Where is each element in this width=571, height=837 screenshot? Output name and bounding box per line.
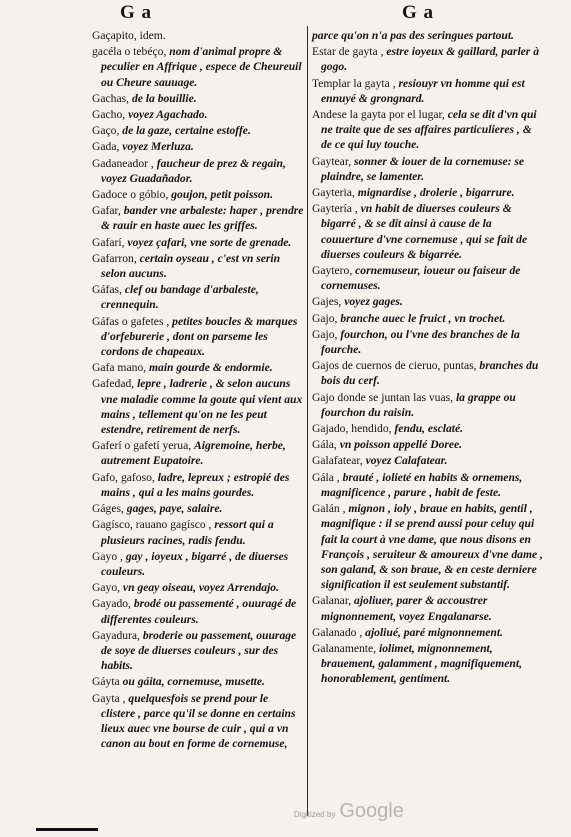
dictionary-entry: [92, 28, 304, 43]
dictionary-entry: [92, 438, 304, 468]
entry-headword: Galanado ,: [312, 625, 363, 639]
dictionary-entry: [92, 360, 304, 375]
entry-definition: parce qu'on n'a pas des seringues partout.: [312, 29, 514, 42]
left-column: [92, 28, 304, 752]
entry-definition: certain oyseau , c'est vn serin selon aucuns.: [101, 251, 281, 281]
entry-headword: Gadaneador ,: [92, 156, 154, 170]
dictionary-entry: [312, 263, 544, 293]
entry-headword: Gajo,: [312, 311, 338, 325]
entry-headword: Gaytero,: [312, 264, 353, 278]
dictionary-entry: [92, 501, 304, 516]
dictionary-entry: [312, 28, 544, 43]
dictionary-entry: [312, 76, 544, 106]
dictionary-entry: [92, 580, 304, 595]
right-column: [312, 28, 544, 688]
entry-definition: lepre , ladrerie , & selon aucuns vne maladie comme la goute qui vient aux mains , tellement qu'on ne les peut estendre, retirement de nerfs.: [101, 377, 303, 437]
dictionary-entry: [92, 156, 304, 186]
entry-definition: la grappe ou fourchon du raisin.: [321, 390, 516, 419]
dictionary-entry: [312, 358, 544, 388]
entry-headword: gacéla o tebéço,: [92, 45, 167, 59]
entry-definition: voyez gages.: [344, 295, 403, 309]
entry-definition: fourchon, ou l'vne des branches de la fourche.: [321, 327, 520, 357]
entry-definition: de la gaze, certaine estoffe.: [122, 124, 251, 138]
entry-definition: gages, paye, salaire.: [126, 502, 223, 516]
entry-headword: Gayo ,: [92, 549, 123, 563]
dictionary-entry: [92, 674, 304, 689]
entry-headword: Gaytería ,: [312, 202, 358, 216]
entry-headword: Gadoce o góbio,: [92, 188, 169, 202]
dictionary-entry: [312, 107, 544, 153]
dictionary-entry: [312, 311, 544, 326]
dictionary-entry: [92, 251, 304, 281]
entry-definition: vn poisson appellé Doree.: [339, 438, 463, 452]
dictionary-entry: [312, 421, 544, 436]
dictionary-entry: [312, 625, 544, 640]
entry-headword: Gayado,: [92, 597, 131, 611]
entry-definition: voyez Calafatear.: [365, 454, 448, 468]
dictionary-entry: [312, 154, 544, 184]
entry-definition: brodé ou passementé , ouuragé de differentes couleurs.: [101, 597, 297, 626]
dictionary-entry: [312, 453, 544, 468]
entry-definition: branche auec le fruict , vn trochet.: [340, 311, 506, 325]
entry-definition: vn habit de diuerses couleurs & bigarré , & se dit ainsi à cause de la couuerture d'vne cornemuse , qui se fait de diuerses couleurs & bigarrée.: [321, 202, 528, 261]
dictionary-entry: [92, 107, 304, 122]
entry-headword: Gaytear,: [312, 154, 352, 168]
entry-definition: main gourde & endormie.: [149, 361, 273, 375]
entry-headword: Gáfas,: [92, 283, 122, 297]
entry-headword: Gajes,: [312, 295, 342, 309]
entry-headword: Gayta ,: [92, 691, 126, 705]
dictionary-entry: [92, 139, 304, 154]
entry-definition: nom d'animal propre & peculier en Affrique , espece de Cheureuil ou Cheure sauuage.: [101, 45, 302, 89]
dictionary-entry: [312, 390, 544, 420]
entry-definition: voyez Agachado.: [128, 108, 208, 122]
entry-headword: Gáyta: [92, 675, 120, 689]
dictionary-entry: [92, 187, 304, 202]
entry-headword: Galanamente,: [312, 641, 377, 655]
entry-definition: mignardise , drolerie , bigarrure.: [357, 186, 515, 200]
entry-headword: Gafa mano,: [92, 361, 147, 375]
entry-headword: Gayadura,: [92, 628, 140, 642]
entry-headword: Gála ,: [312, 470, 340, 484]
entry-headword: Gaferí o gafetí yerua,: [92, 439, 192, 453]
watermark-prefix: Digitized by: [294, 810, 336, 819]
entry-definition: mignon , ioly , braue en habits, gentil , magnifique : il se prend aussi pour celuy qui fait la court à vne dame, que nous disons en François , seruiteur & amoureux d'vne dame , son galand, & son braue, & en ceste derniere signification il est seulement substantif.: [321, 502, 543, 592]
digitized-watermark: [294, 800, 404, 823]
dictionary-entry: [312, 185, 544, 200]
entry-definition: broderie ou passement, ouurage de soye de diuerses couleurs , sur des habits.: [101, 628, 297, 673]
entry-definition: vn geay oiseau, voyez Arrendajo.: [122, 581, 279, 595]
entry-headword: Templar la gayta ,: [312, 76, 396, 90]
entry-headword: Gafarron,: [92, 251, 137, 265]
dictionary-entry: [92, 549, 304, 579]
entry-headword: Gada,: [92, 140, 120, 154]
dictionary-entry: [312, 593, 544, 623]
entry-headword: Gajo donde se juntan las vuas,: [312, 390, 454, 404]
entry-headword: Gajos de cuernos de cieruo, puntas,: [312, 359, 477, 373]
entry-headword: Gaçapito, idem.: [92, 29, 166, 42]
column-divider: [307, 26, 308, 816]
entry-definition: voyez çafari, vne sorte de grenade.: [127, 235, 292, 249]
entry-definition: bander vne arbaleste: haper , prendre & rauir en haste auec les griffes.: [101, 204, 304, 233]
entry-headword: Gafo, gafoso,: [92, 470, 155, 484]
entry-headword: Gáfas o gafetes ,: [92, 314, 170, 328]
page-corner-mark: [36, 828, 98, 831]
dictionary-entry: [92, 517, 304, 547]
dictionary-entry: [312, 641, 544, 687]
entry-headword: Galafatear,: [312, 454, 363, 468]
entry-headword: Gayteria,: [312, 186, 355, 200]
dictionary-entry: [92, 314, 304, 360]
dictionary-entry: [92, 376, 304, 437]
entry-definition: ou gáita, cornemuse, musette.: [122, 675, 265, 689]
entry-headword: Estar de gayta ,: [312, 45, 384, 59]
dictionary-entry: [312, 501, 544, 592]
entry-headword: Gafar,: [92, 204, 121, 218]
dictionary-entry: [312, 201, 544, 262]
dictionary-entry: [312, 44, 544, 74]
entry-definition: fendu, esclaté.: [394, 422, 464, 436]
entry-headword: Galanar,: [312, 594, 352, 608]
entry-definition: Aigremoine, herbe, autrement Eupatoire.: [101, 439, 286, 468]
entry-headword: Gayo,: [92, 581, 121, 595]
entry-definition: cornemuseur, ioueur ou faiseur de cornemuses.: [321, 264, 521, 293]
entry-definition: cela se dit d'vn qui ne traite que de ses affaires particulieres , & de ce qui luy touche.: [321, 108, 537, 152]
entry-headword: Gachas,: [92, 91, 130, 105]
dictionary-entry: [92, 282, 304, 312]
entry-headword: Gála,: [312, 438, 337, 452]
entry-headword: Galán ,: [312, 502, 346, 516]
dictionary-entry: [92, 628, 304, 674]
entry-definition: iolimet, mignonnement, brauement, galamment , magnifiquement, honorablement, gentiment.: [321, 641, 522, 686]
entry-definition: brauté , iolieté en habits & ornemens, magnificence , parure , habit de feste.: [321, 470, 523, 499]
page-header-left: G a: [120, 2, 153, 23]
entry-definition: quelquesfois se prend pour le clistere , parce qu'il se donne en certains lieux auec vne bourse de cuir , qui a vn canon au bout en forme de cornemuse,: [101, 691, 296, 751]
entry-headword: Gajado, hendido,: [312, 422, 392, 436]
dictionary-entry: [92, 44, 304, 90]
entry-definition: estre ioyeux & gaillard, parler à gogo.: [321, 45, 540, 74]
entry-definition: clef ou bandage d'arbaleste, crennequin.: [101, 283, 259, 312]
dictionary-entry: [92, 691, 304, 752]
watermark-brand: Google: [339, 800, 404, 822]
entry-definition: ajoliuer, parer & accoustrer mignonnement, voyez Engalanarse.: [321, 594, 492, 623]
dictionary-entry: [312, 327, 544, 357]
entry-headword: Gacho,: [92, 108, 126, 122]
entry-headword: Gafedad,: [92, 377, 135, 391]
entry-headword: Gáges,: [92, 502, 124, 516]
entry-headword: Andese la gayta por el lugar,: [312, 108, 445, 122]
entry-headword: Gafarí,: [92, 235, 125, 249]
dictionary-entry: [92, 123, 304, 138]
page-header-right: G a: [402, 2, 435, 23]
dictionary-entry: [312, 294, 544, 309]
dictionary-entry: [92, 596, 304, 626]
dictionary-entry: [92, 470, 304, 500]
entry-definition: ajoliué, paré mignonnement.: [365, 625, 503, 639]
entry-definition: sonner & iouer de la cornemuse: se plaindre, se lamenter.: [321, 154, 525, 183]
dictionary-entry: [92, 91, 304, 106]
dictionary-entry: [92, 203, 304, 233]
entry-headword: Gagísco, rauano gagísco ,: [92, 518, 212, 532]
entry-headword: Gajo,: [312, 327, 338, 341]
entry-headword: Gaço,: [92, 124, 120, 138]
entry-definition: de la bouillie.: [131, 91, 197, 105]
entry-definition: faucheur de prez & regain, voyez Guadañador.: [101, 156, 286, 185]
dictionary-entry: [312, 437, 544, 452]
entry-definition: gay , ioyeux , bigarré , de diuerses couleurs.: [101, 549, 289, 578]
dictionary-entry: [92, 235, 304, 250]
entry-definition: voyez Merluza.: [122, 140, 194, 154]
entry-definition: branches du bois du cerf.: [321, 359, 539, 388]
entry-definition: petites boucles & marques d'orfeburerie , dont on parseme les cordons de chapeaux.: [101, 314, 298, 359]
entry-definition: ressort qui a plusieurs racines, radis fendu.: [101, 518, 274, 547]
dictionary-entry: [312, 470, 544, 500]
entry-definition: goujon, petit poisson.: [171, 188, 274, 202]
entry-definition: resiouyr vn homme qui est ennuyé & grongnard.: [321, 76, 525, 105]
entry-definition: ladre, lepreux ; estropié des mains , qui a les mains gourdes.: [101, 470, 290, 499]
